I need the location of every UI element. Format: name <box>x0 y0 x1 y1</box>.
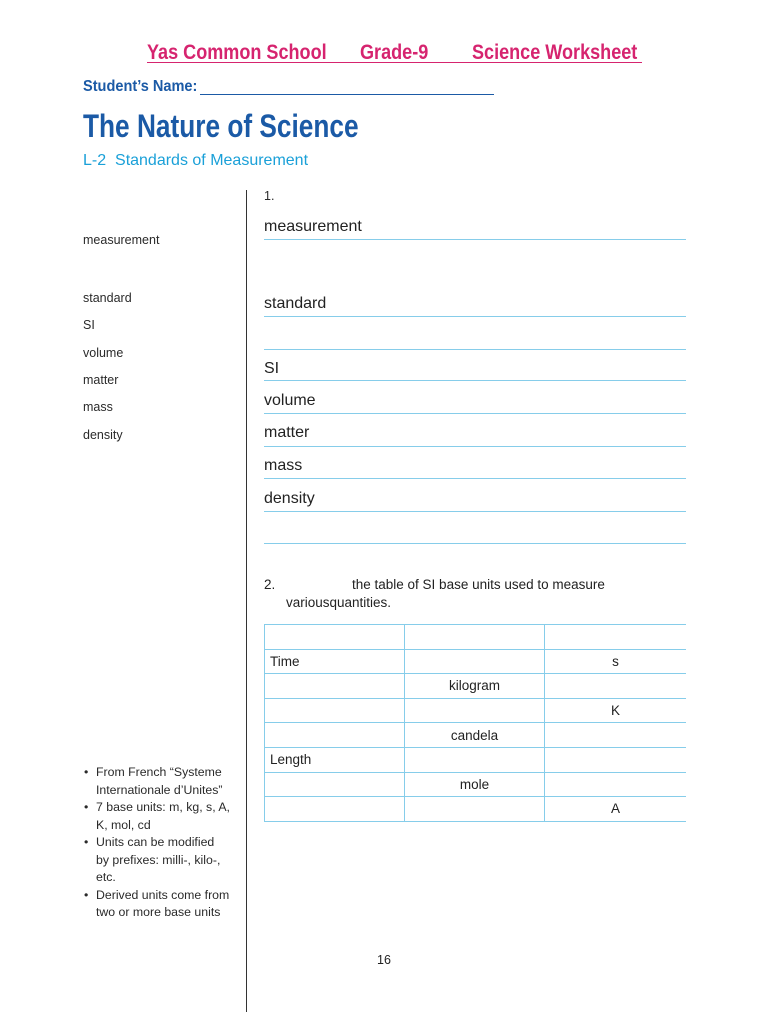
answer-label-density: density <box>264 490 315 507</box>
table-cell: s <box>545 650 686 675</box>
table-cell <box>265 797 405 822</box>
sidebar-term-mass: mass <box>83 400 113 414</box>
note-item: • Units can be modified by prefixes: milli-, kilo-, etc. <box>83 834 238 887</box>
table-cell <box>405 748 545 773</box>
answer-label-matter: matter <box>264 424 310 441</box>
question-2-number: 2. <box>264 577 276 592</box>
column-divider <box>246 190 247 1012</box>
table-cell <box>265 773 405 798</box>
student-name-label: Student’s Name: <box>83 78 198 95</box>
table-cell <box>545 748 686 773</box>
answer-line <box>264 446 686 447</box>
answer-line <box>264 239 686 240</box>
table-cell <box>545 723 686 748</box>
sidebar-term-matter: matter <box>83 373 119 387</box>
table-cell <box>265 699 405 724</box>
table-cell <box>405 699 545 724</box>
question-1-number: 1. <box>264 189 275 203</box>
table-cell: Length <box>265 748 405 773</box>
grade-label: Grade-9 <box>360 41 429 64</box>
sidebar-term-volume: volume <box>83 346 124 360</box>
table-cell: Time <box>265 650 405 675</box>
sidebar-term-si: SI <box>83 318 95 332</box>
si-notes-list <box>83 764 238 922</box>
sidebar-term-measurement: measurement <box>83 233 160 247</box>
table-cell <box>545 773 686 798</box>
school-name: Yas Common School <box>147 41 327 64</box>
answer-line <box>264 511 686 512</box>
answer-line <box>264 349 686 350</box>
table-cell <box>405 650 545 675</box>
answer-line <box>264 316 686 317</box>
lesson-title: L-2 Standards of Measurement <box>83 152 309 169</box>
question-2-prompt: the table of SI base units used to measure variousquantities. <box>286 577 605 610</box>
table-cell: A <box>545 797 686 822</box>
table-cell <box>405 797 545 822</box>
answer-line <box>264 380 686 381</box>
worksheet-subject: Science Worksheet <box>472 41 638 64</box>
answer-label-mass: mass <box>264 457 303 474</box>
table-header-cell <box>405 625 545 650</box>
table-cell: candela <box>405 723 545 748</box>
table-cell: kilogram <box>405 674 545 699</box>
sidebar-term-density: density <box>83 428 123 442</box>
table-cell: mole <box>405 773 545 798</box>
note-item: • 7 base units: m, kg, s, A, K, mol, cd <box>83 799 238 834</box>
note-item: • From French “Systeme Internationale d’Unites” <box>83 764 238 799</box>
header-underline <box>147 62 642 63</box>
table-cell: K <box>545 699 686 724</box>
student-name-blank <box>200 94 494 95</box>
answer-label-standard: standard <box>264 295 327 312</box>
answer-line <box>264 478 686 479</box>
page-title: The Nature of Science <box>83 108 359 144</box>
table-header-cell <box>545 625 686 650</box>
table-cell <box>265 723 405 748</box>
sidebar-term-standard: standard <box>83 291 132 305</box>
si-units-table <box>264 624 686 822</box>
answer-line <box>264 413 686 414</box>
answer-label-measurement: measurement <box>264 218 362 235</box>
answer-label-si: SI <box>264 360 280 377</box>
table-header-cell <box>265 625 405 650</box>
page-number: 16 <box>377 953 391 967</box>
table-cell <box>545 674 686 699</box>
answer-line <box>264 543 686 544</box>
note-item: • Derived units come from two or more base units <box>83 887 238 922</box>
table-cell <box>265 674 405 699</box>
answer-label-volume: volume <box>264 392 316 409</box>
